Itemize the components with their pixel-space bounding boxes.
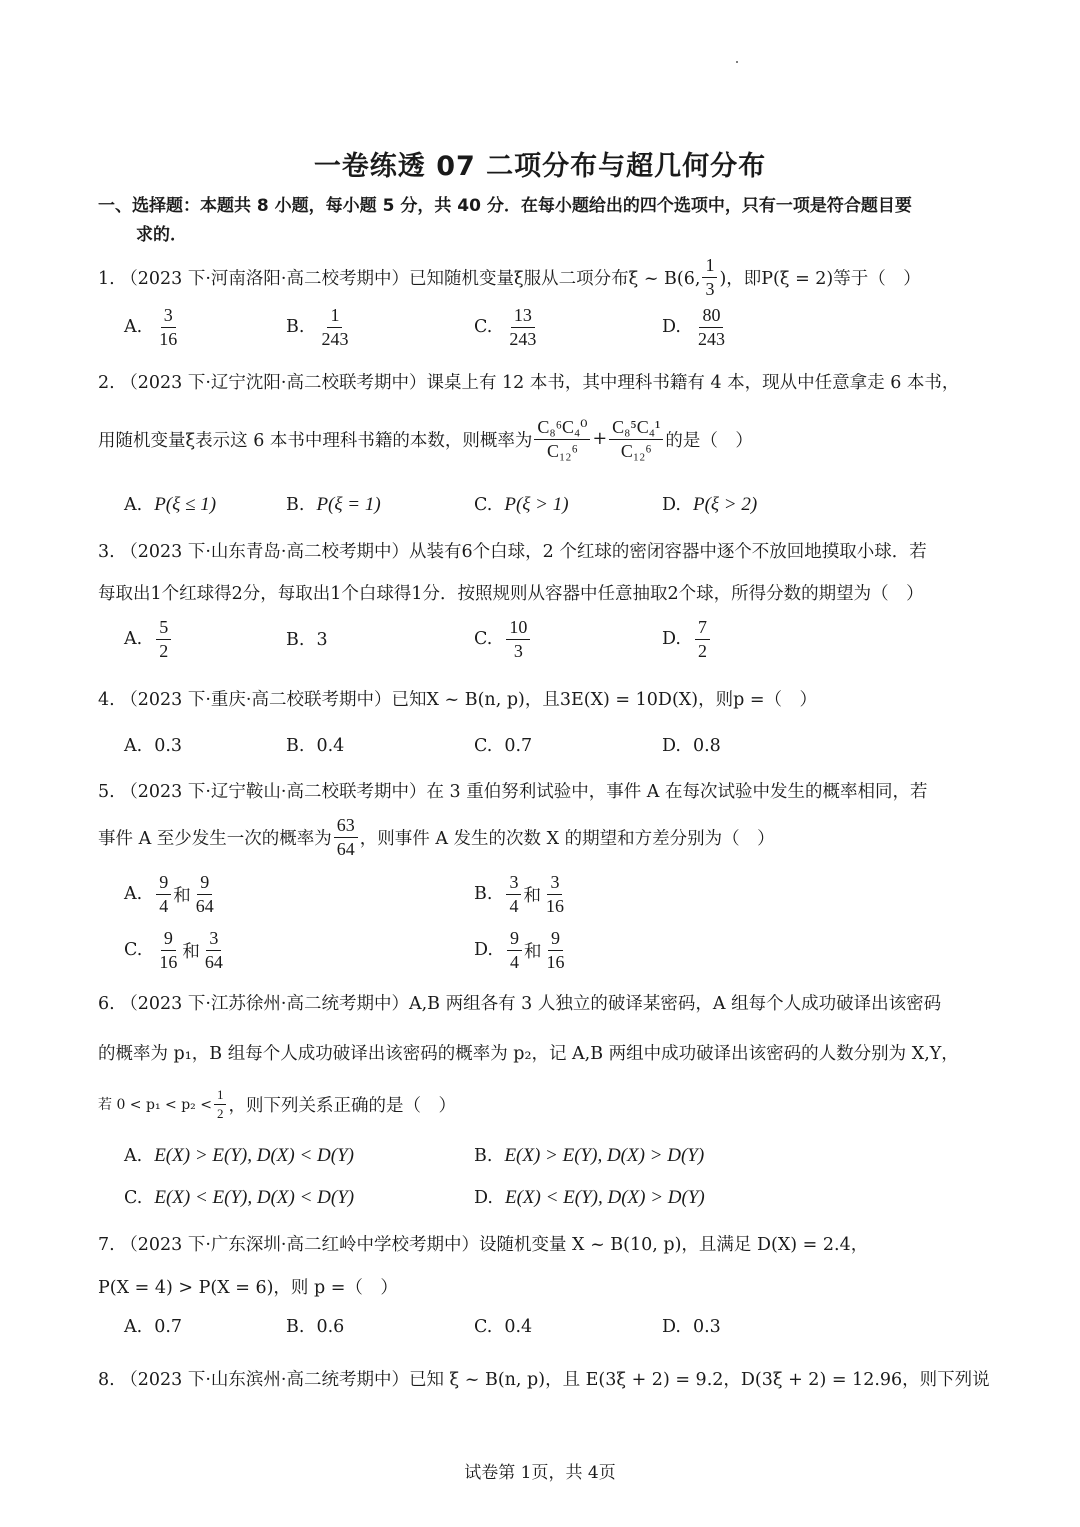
numerator: 10	[506, 618, 530, 640]
numerator: 13	[511, 306, 535, 328]
numerator: C₈⁶C₄⁰	[534, 418, 590, 440]
question-6-fraction	[214, 1088, 227, 1120]
q3-option-d[interactable]	[662, 618, 712, 661]
option-fraction	[156, 306, 180, 349]
numerator: 3	[206, 929, 221, 951]
option-fraction	[506, 306, 539, 349]
option-label: C.	[474, 736, 493, 756]
question-6-line3	[98, 1088, 456, 1120]
option-label: D.	[662, 1317, 681, 1337]
option-text: P(ξ > 2)	[692, 494, 758, 515]
q5-option-c[interactable]	[124, 929, 228, 972]
denominator: 16	[546, 951, 565, 972]
option-label: C.	[474, 317, 493, 338]
q7-option-a[interactable]	[124, 1317, 182, 1337]
option-fraction-1	[506, 873, 521, 916]
option-label: A.	[124, 736, 143, 756]
option-text: 0.6	[316, 1317, 345, 1337]
question-6-text-b: ，则下列关系正确的是（ ）	[228, 1095, 456, 1116]
option-label: A.	[124, 317, 143, 338]
denominator: 2	[697, 640, 707, 661]
question-1-fraction	[702, 256, 717, 299]
denominator: C₁₂⁶	[620, 440, 652, 461]
q5-option-b[interactable]	[474, 873, 569, 916]
option-label: B.	[474, 1146, 493, 1166]
q2-option-b[interactable]	[286, 494, 381, 516]
numerator: 7	[695, 618, 710, 640]
option-text: 0.4	[316, 736, 345, 756]
denominator: 16	[159, 951, 178, 972]
q5-option-a[interactable]	[124, 873, 219, 916]
option-fraction-1	[507, 929, 522, 972]
denominator: 243	[321, 328, 349, 349]
numerator: 9	[161, 929, 176, 951]
question-2-fraction-1	[534, 418, 590, 461]
option-fraction	[506, 618, 530, 661]
denominator: 4	[159, 895, 169, 916]
question-4-line1: 4. （2023 下·重庆·高二校联考期中）已知X ~ B(n, p)，且3E(X) = 10D(X)，则p =（ ）	[98, 690, 817, 710]
denominator: 64	[195, 895, 214, 916]
option-fraction-2	[543, 873, 567, 916]
option-text: E(X) > E(Y), D(X) > D(Y)	[504, 1145, 705, 1166]
denominator: 4	[509, 895, 519, 916]
numerator: 5	[156, 618, 171, 640]
option-fraction	[695, 618, 710, 661]
denominator: 243	[509, 328, 537, 349]
option-label: B.	[286, 317, 305, 338]
option-text: E(X) < E(Y), D(X) > D(Y)	[504, 1187, 705, 1208]
and-word: 和	[523, 941, 542, 962]
option-label: A.	[124, 629, 143, 650]
option-label: B.	[286, 1317, 305, 1337]
question-2-fraction-2	[609, 418, 663, 461]
option-text: 0.3	[154, 736, 183, 756]
plus-sign: +	[592, 429, 608, 450]
option-fraction-2	[202, 929, 226, 972]
question-5-text-a: 事件 A 至少发生一次的概率为	[98, 828, 332, 849]
question-2-line1: 2. （2023 下·辽宁沈阳·高二校联考期中）课桌上有 12 本书，其中理科书籍有 4 本，现从中任意拿走 6 本书，	[98, 373, 960, 393]
q6-option-c[interactable]	[124, 1187, 354, 1209]
option-label: A.	[124, 495, 143, 515]
denominator: 16	[159, 328, 178, 349]
question-6-line1: 6. （2023 下·江苏徐州·高二统考期中）A,B 两组各有 3 人独立的破译某密码，A 组每个人成功破译出该密码	[98, 994, 942, 1014]
and-word: 和	[182, 941, 200, 962]
q6-option-b[interactable]	[474, 1145, 704, 1167]
question-1-text-b: )，即P(ξ = 2)等于（ ）	[719, 268, 921, 289]
numerator: C₈⁵C₄¹	[609, 418, 663, 440]
option-label: D.	[474, 1188, 493, 1208]
question-3-line1: 3. （2023 下·山东青岛·高二校考期中）从装有6个白球，2 个红球的密闭容器中逐个不放回地摸取小球．若	[98, 542, 927, 562]
q6-option-a[interactable]	[124, 1145, 354, 1167]
question-5-line2	[98, 816, 775, 859]
option-label: D.	[474, 940, 493, 961]
numerator: 63	[334, 816, 358, 838]
numerator: 1	[327, 306, 342, 328]
numerator: 80	[699, 306, 723, 328]
question-6-line2: 的概率为 p₁，B 组每个人成功破译出该密码的概率为 p₂，记 A,B 两组中成功破译出该密码的人数分别为 X,Y，	[98, 1044, 959, 1064]
numerator: 9	[156, 873, 171, 895]
numerator: 9	[507, 929, 522, 951]
option-text: P(ξ > 1)	[504, 494, 569, 515]
numerator: 1	[214, 1088, 227, 1105]
question-5-fraction	[334, 816, 358, 859]
option-label: A.	[124, 1317, 143, 1337]
question-5-text-b: ，则事件 A 发生的次数 X 的期望和方差分别为（ ）	[359, 828, 775, 849]
numerator: 9	[197, 873, 212, 895]
q5-option-d[interactable]	[474, 929, 569, 972]
denominator: C₁₂⁶	[547, 440, 578, 461]
option-text: P(ξ = 1)	[316, 494, 381, 515]
q4-option-c[interactable]	[474, 736, 532, 756]
denominator: 4	[509, 951, 519, 972]
option-label: A.	[124, 884, 143, 905]
option-text: 0.7	[504, 736, 533, 756]
question-2-text-a: 用随机变量ξ表示这 6 本书中理科书籍的本数，则概率为	[98, 430, 533, 451]
numerator: 3	[547, 873, 562, 895]
denominator: 16	[545, 895, 564, 916]
option-label: D.	[662, 629, 681, 650]
section-heading-line1: 一、选择题：本题共 8 小题，每小题 5 分，共 40 分．在每小题给出的四个选项中，只有一项是符合题目要	[98, 196, 912, 216]
option-text: P(ξ ≤ 1)	[154, 494, 217, 515]
option-label: A.	[124, 1146, 143, 1166]
denominator: 64	[204, 951, 223, 972]
q3-option-b[interactable]	[286, 630, 328, 650]
question-7-line1: 7. （2023 下·广东深圳·高二红岭中学校考期中）设随机变量 X ~ B(10, p)，且满足 D(X) = 2.4，	[98, 1235, 869, 1255]
q1-option-d[interactable]	[662, 306, 730, 349]
option-label: C.	[124, 940, 143, 961]
q1-option-a[interactable]	[124, 306, 182, 349]
option-text: 0.7	[154, 1317, 183, 1337]
denominator: 2	[216, 1105, 224, 1121]
question-7-line2: P(X = 4) > P(X = 6)，则 p =（ ）	[98, 1278, 398, 1298]
option-label: B.	[474, 884, 493, 905]
page-footer: 试卷第 1页，共 4页	[464, 1463, 616, 1483]
option-fraction-1	[156, 929, 180, 972]
option-text: 0.8	[692, 736, 721, 756]
and-word: 和	[173, 885, 191, 906]
and-word: 和	[523, 885, 541, 906]
question-2-line2	[98, 418, 753, 461]
q3-option-a[interactable]	[124, 618, 173, 661]
question-6-text-a: 若 0 < p₁ < p₂ <	[98, 1097, 212, 1114]
numerator: 3	[506, 873, 521, 895]
option-label: B.	[286, 736, 305, 756]
denominator: 3	[705, 278, 715, 299]
numerator: 1	[702, 256, 717, 278]
option-text: 3	[316, 630, 328, 650]
question-3-line2: 每取出1个红球得2分，每取出1个白球得1分．按照规则从容器中任意抽取2个球，所得分数的期望为（ ）	[98, 584, 924, 604]
option-fraction	[156, 618, 171, 661]
q4-option-a[interactable]	[124, 736, 182, 756]
option-label: D.	[662, 495, 681, 515]
question-1-stem	[98, 256, 921, 299]
q7-option-c[interactable]	[474, 1317, 532, 1337]
q4-option-b[interactable]	[286, 736, 344, 756]
option-label: B.	[286, 495, 305, 515]
option-fraction	[318, 306, 351, 349]
option-text: E(X) > E(Y), D(X) < D(Y)	[154, 1145, 354, 1166]
option-label: C.	[474, 495, 493, 515]
option-fraction	[695, 306, 728, 349]
page-title: 一卷练透 07 二项分布与超几何分布	[313, 151, 767, 182]
q6-option-d[interactable]	[474, 1187, 705, 1209]
q3-option-c[interactable]	[474, 618, 532, 661]
q4-option-d[interactable]	[662, 736, 721, 756]
scan-speck	[736, 61, 738, 63]
q7-option-b[interactable]	[286, 1317, 344, 1337]
q2-option-c[interactable]	[474, 494, 569, 516]
denominator: 3	[513, 640, 523, 661]
q2-option-a[interactable]	[124, 494, 216, 516]
numerator: 9	[548, 929, 563, 951]
option-text: 0.4	[504, 1317, 533, 1337]
option-fraction-1	[156, 873, 171, 916]
denominator: 64	[336, 838, 355, 859]
question-2-text-b: 的是（ ）	[665, 430, 753, 451]
question-8-line1: 8. （2023 下·山东滨州·高二统考期中）已知 ξ ~ B(n, p)，且 E(3ξ + 2) = 9.2，D(3ξ + 2) = 12.96，则下列说	[98, 1370, 990, 1390]
q2-option-d[interactable]	[662, 494, 757, 516]
option-label: B.	[286, 630, 305, 650]
option-fraction-2	[193, 873, 217, 916]
option-label: C.	[474, 629, 493, 650]
section-heading-line2: 求的．	[136, 225, 187, 245]
q1-option-c[interactable]	[474, 306, 541, 349]
option-fraction-2	[543, 929, 567, 972]
option-label: D.	[662, 736, 681, 756]
numerator: 3	[161, 306, 176, 328]
question-5-line1: 5. （2023 下·辽宁鞍山·高二校联考期中）在 3 重伯努利试验中，事件 A 在每次试验中发生的概率相同，若	[98, 782, 928, 802]
denominator: 2	[159, 640, 169, 661]
denominator: 243	[697, 328, 725, 349]
option-label: D.	[662, 317, 681, 338]
option-label: C.	[474, 1317, 493, 1337]
option-text: 0.3	[692, 1317, 721, 1337]
q7-option-d[interactable]	[662, 1317, 721, 1337]
q1-option-b[interactable]	[286, 306, 353, 349]
option-text: E(X) < E(Y), D(X) < D(Y)	[154, 1187, 355, 1208]
question-1-text-a: 1. （2023 下·河南洛阳·高二校考期中）已知随机变量ξ服从二项分布ξ ~ B(6,	[98, 268, 701, 289]
option-label: C.	[124, 1188, 143, 1208]
